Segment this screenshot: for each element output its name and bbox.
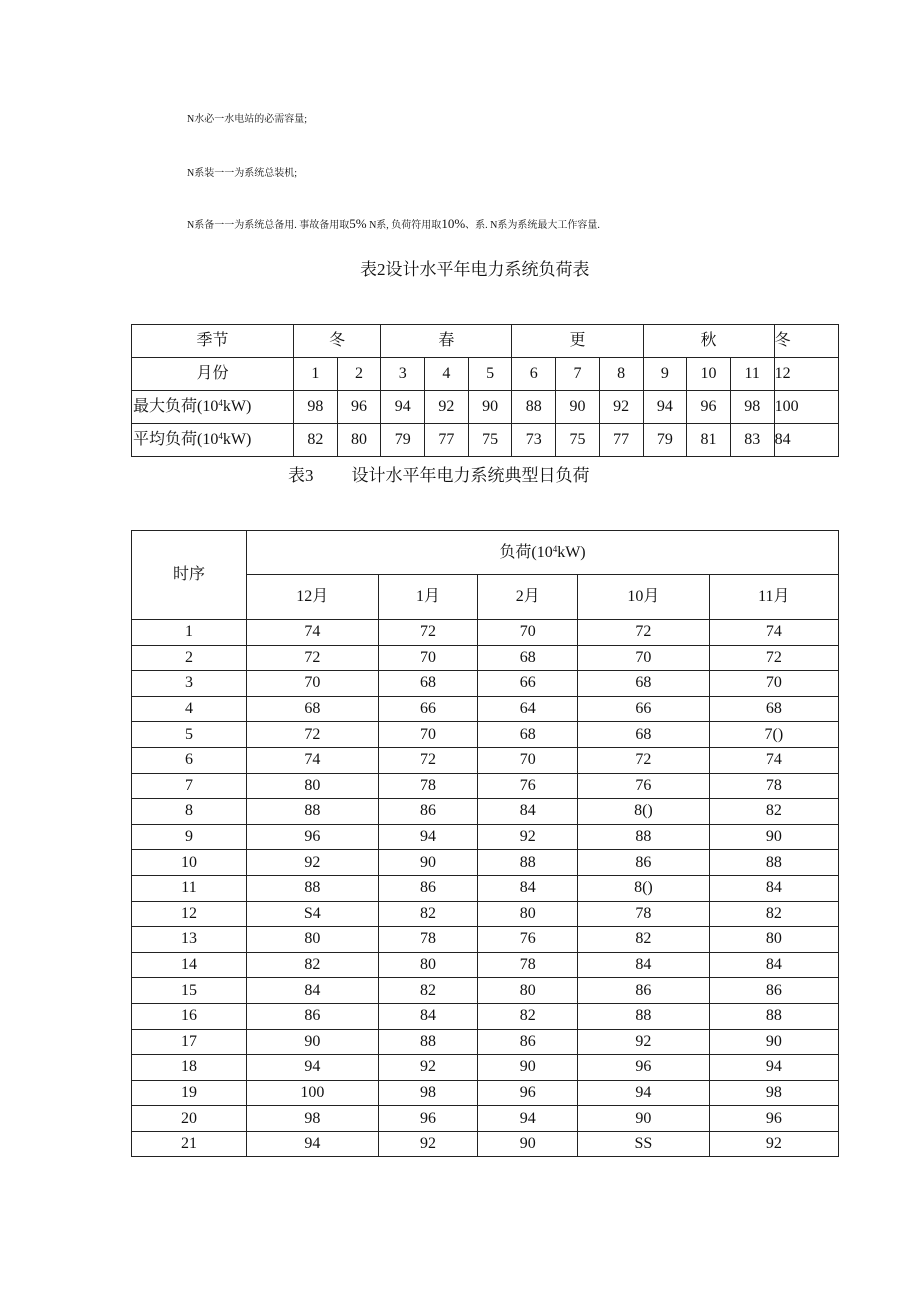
time-cell: 18 [132,1055,247,1081]
max-load-cell: 92 [425,391,469,424]
avg-load-cell: 77 [599,424,643,457]
table-row [132,1080,839,1106]
load-cell: 88 [378,1029,478,1055]
load-cell: 94 [247,1131,379,1157]
load-cell: 80 [247,927,379,953]
table-row [132,952,839,978]
load-cell: 66 [478,671,578,697]
time-cell: 13 [132,927,247,953]
time-cell: 9 [132,824,247,850]
load-cell: 76 [478,773,578,799]
table-row [132,1029,839,1055]
table3-caption [288,461,590,486]
time-cell: 12 [132,901,247,927]
load-cell: 72 [578,620,710,646]
load-cell: 94 [478,1106,578,1132]
load-cell: 70 [378,722,478,748]
table-row [132,722,839,748]
daily-load-table [131,530,839,1157]
load-cell: 8() [578,799,710,825]
table-row [132,645,839,671]
max-load-cell: 96 [687,391,731,424]
avg-load-cell: 79 [381,424,425,457]
load-cell: 92 [247,850,379,876]
avg-load-cell: 73 [512,424,556,457]
time-cell: 16 [132,1003,247,1029]
time-cell: 21 [132,1131,247,1157]
time-cell: 11 [132,875,247,901]
load-cell: 68 [578,722,710,748]
load-cell: 90 [247,1029,379,1055]
load-cell: 68 [709,696,838,722]
load-cell: 90 [478,1131,578,1157]
time-cell: 8 [132,799,247,825]
load-cell: 92 [709,1131,838,1157]
month-header-cell: 10月 [578,575,710,620]
load-cell: 88 [709,1003,838,1029]
load-cell: 66 [378,696,478,722]
load-cell: 96 [709,1106,838,1132]
table-row [132,824,839,850]
load-cell: 72 [709,645,838,671]
load-cell: 82 [709,901,838,927]
load-cell: 66 [578,696,710,722]
table3-caption-text: 设计水平年电力系统典型日负荷 [351,466,590,485]
season-cell: 冬 [774,325,838,358]
max-load-cell: 100 [774,391,838,424]
time-cell: 6 [132,747,247,773]
load-cell: 82 [478,1003,578,1029]
load-header-text: 负荷(10 [499,543,553,561]
time-cell: 3 [132,671,247,697]
month-cell: 5 [468,358,512,391]
load-cell: 88 [247,799,379,825]
max-load-cell: 88 [512,391,556,424]
max-load-label-text: 最大负荷(10 [133,398,219,415]
table-row [132,773,839,799]
load-cell: 68 [378,671,478,697]
month-label: 月份 [132,358,294,391]
load-cell: 72 [578,747,710,773]
load-cell: 80 [247,773,379,799]
load-cell: 68 [478,645,578,671]
load-cell: 74 [247,620,379,646]
avg-load-cell: 79 [643,424,687,457]
table-row [132,1055,839,1081]
load-cell: 92 [478,824,578,850]
season-row [132,325,839,358]
table3-caption-number: 表3 [288,466,314,485]
load-cell: 90 [709,1029,838,1055]
month-cell: 12 [774,358,838,391]
load-cell: 80 [478,901,578,927]
table-row [132,927,839,953]
load-cell: 68 [578,671,710,697]
table-row [132,1106,839,1132]
load-cell: 64 [478,696,578,722]
note-n-water: N水必一水电站的必需容量; [187,114,307,125]
load-cell: 86 [478,1029,578,1055]
note-reserve-pct-b: 10% [441,216,466,231]
time-cell: 10 [132,850,247,876]
month-row [132,358,839,391]
annual-load-table [131,324,839,457]
load-cell: 82 [578,927,710,953]
max-load-cell: 98 [730,391,774,424]
load-cell: 84 [578,952,710,978]
month-cell: 2 [337,358,381,391]
max-load-cell: 94 [381,391,425,424]
time-cell: 2 [132,645,247,671]
table-row [132,1131,839,1157]
header-row-top [132,531,839,575]
max-load-cell: 96 [337,391,381,424]
load-cell: 86 [247,1003,379,1029]
load-cell: 96 [478,1080,578,1106]
time-cell: 19 [132,1080,247,1106]
avg-load-cell: 75 [468,424,512,457]
time-cell: 4 [132,696,247,722]
load-cell: 7() [709,722,838,748]
load-cell: 98 [378,1080,478,1106]
load-cell: 84 [247,978,379,1004]
load-cell: 82 [709,799,838,825]
month-cell: 4 [425,358,469,391]
load-cell: 78 [578,901,710,927]
load-cell: 78 [378,927,478,953]
load-cell: 82 [378,978,478,1004]
load-cell: 94 [378,824,478,850]
load-cell: 84 [709,875,838,901]
load-cell: 74 [709,747,838,773]
time-cell: 14 [132,952,247,978]
load-cell: 78 [378,773,478,799]
load-cell: 96 [378,1106,478,1132]
note-reserve-pct-a: 5% [349,216,367,231]
table-row [132,901,839,927]
load-cell: 96 [247,824,379,850]
avg-load-cell: 80 [337,424,381,457]
max-load-unit-exp: 4 [218,398,223,408]
load-cell: 72 [247,722,379,748]
table-row [132,620,839,646]
load-cell: 86 [709,978,838,1004]
load-cell: 82 [247,952,379,978]
load-cell: 90 [378,850,478,876]
month-cell: 9 [643,358,687,391]
load-header-unit: kW) [557,543,586,561]
avg-load-label [132,424,294,457]
month-header-cell: 11月 [709,575,838,620]
month-header-cell: 1月 [378,575,478,620]
load-cell: 98 [709,1080,838,1106]
load-cell: 70 [478,747,578,773]
month-cell: 11 [730,358,774,391]
month-cell: 8 [599,358,643,391]
load-cell: 70 [478,620,578,646]
avg-load-unit-exp: 4 [218,431,223,441]
load-cell: 86 [578,978,710,1004]
load-cell: 82 [378,901,478,927]
note-reserve-text-b: N系, 负荷符用取 [369,220,442,231]
time-header: 时序 [132,531,247,620]
month-header-cell: 12月 [247,575,379,620]
avg-load-cell: 77 [425,424,469,457]
load-cell: 68 [247,696,379,722]
month-cell: 10 [687,358,731,391]
load-cell: 98 [247,1106,379,1132]
load-cell: 88 [578,1003,710,1029]
load-cell: 74 [709,620,838,646]
load-cell: 90 [478,1055,578,1081]
load-cell: 90 [578,1106,710,1132]
load-cell: 92 [378,1131,478,1157]
load-cell: 94 [247,1055,379,1081]
table-row [132,671,839,697]
load-cell: 70 [378,645,478,671]
max-load-label [132,391,294,424]
load-cell: 80 [378,952,478,978]
load-cell: 78 [478,952,578,978]
load-cell: 74 [247,747,379,773]
avg-load-unit: kW) [222,431,252,448]
avg-load-cell: 83 [730,424,774,457]
load-cell: 100 [247,1080,379,1106]
load-cell: 86 [378,799,478,825]
month-header-cell: 2月 [478,575,578,620]
load-cell: 68 [478,722,578,748]
load-cell: 76 [578,773,710,799]
load-cell: 80 [709,927,838,953]
max-load-cell: 90 [468,391,512,424]
time-cell: 20 [132,1106,247,1132]
load-cell: 94 [578,1080,710,1106]
time-cell: 17 [132,1029,247,1055]
note-n-reserve [187,216,600,232]
month-cell: 7 [556,358,600,391]
load-cell: 84 [709,952,838,978]
table-row [132,1003,839,1029]
load-cell: 90 [709,824,838,850]
max-load-cell: 94 [643,391,687,424]
load-cell: 92 [378,1055,478,1081]
load-cell: 70 [578,645,710,671]
month-cell: 3 [381,358,425,391]
table2-caption: 表2设计水平年电力系统负荷表 [360,260,590,279]
max-load-cell: 92 [599,391,643,424]
note-reserve-text-a: N系备一一为系统总备用. 事故备用取 [187,220,350,231]
season-cell: 春 [381,325,512,358]
season-cell: 秋 [643,325,774,358]
load-header [247,531,839,575]
table-row [132,747,839,773]
avg-load-row [132,424,839,457]
max-load-cell: 90 [556,391,600,424]
load-cell: 88 [709,850,838,876]
month-cell: 6 [512,358,556,391]
max-load-cell: 98 [294,391,338,424]
load-cell: 84 [478,875,578,901]
load-header-unit-exp: 4 [552,543,558,554]
load-cell: 72 [378,620,478,646]
avg-load-cell: 84 [774,424,838,457]
load-cell: 78 [709,773,838,799]
load-cell: 72 [247,645,379,671]
season-cell: 冬 [294,325,381,358]
load-cell: 92 [578,1029,710,1055]
load-cell: 70 [247,671,379,697]
month-cell: 1 [294,358,338,391]
note-reserve-text-c: 、系. N系为系统最大工作容量. [465,220,600,231]
daily-load-body [132,620,839,1157]
time-cell: 15 [132,978,247,1004]
table-row [132,696,839,722]
load-cell: 80 [478,978,578,1004]
load-cell: 94 [709,1055,838,1081]
load-cell: 86 [378,875,478,901]
time-cell: 1 [132,620,247,646]
time-cell: 7 [132,773,247,799]
max-load-unit: kW) [222,398,252,415]
table-row [132,978,839,1004]
load-cell: 76 [478,927,578,953]
season-cell: 更 [512,325,643,358]
season-label: 季节 [132,325,294,358]
load-cell: 84 [478,799,578,825]
max-load-row [132,391,839,424]
table-row [132,875,839,901]
note-n-installed: N系装一一为系统总装机; [187,168,297,179]
load-cell: 88 [247,875,379,901]
table-row [132,799,839,825]
load-cell: 88 [578,824,710,850]
load-cell: 70 [709,671,838,697]
load-cell: SS [578,1131,710,1157]
load-cell: 88 [478,850,578,876]
load-cell: 86 [578,850,710,876]
avg-load-cell: 82 [294,424,338,457]
load-cell: 72 [378,747,478,773]
table-row [132,850,839,876]
time-cell: 5 [132,722,247,748]
load-cell: 8() [578,875,710,901]
avg-load-cell: 75 [556,424,600,457]
load-cell: 84 [378,1003,478,1029]
load-cell: 96 [578,1055,710,1081]
load-cell: S4 [247,901,379,927]
avg-load-label-text: 平均负荷(10 [133,431,219,448]
avg-load-cell: 81 [687,424,731,457]
